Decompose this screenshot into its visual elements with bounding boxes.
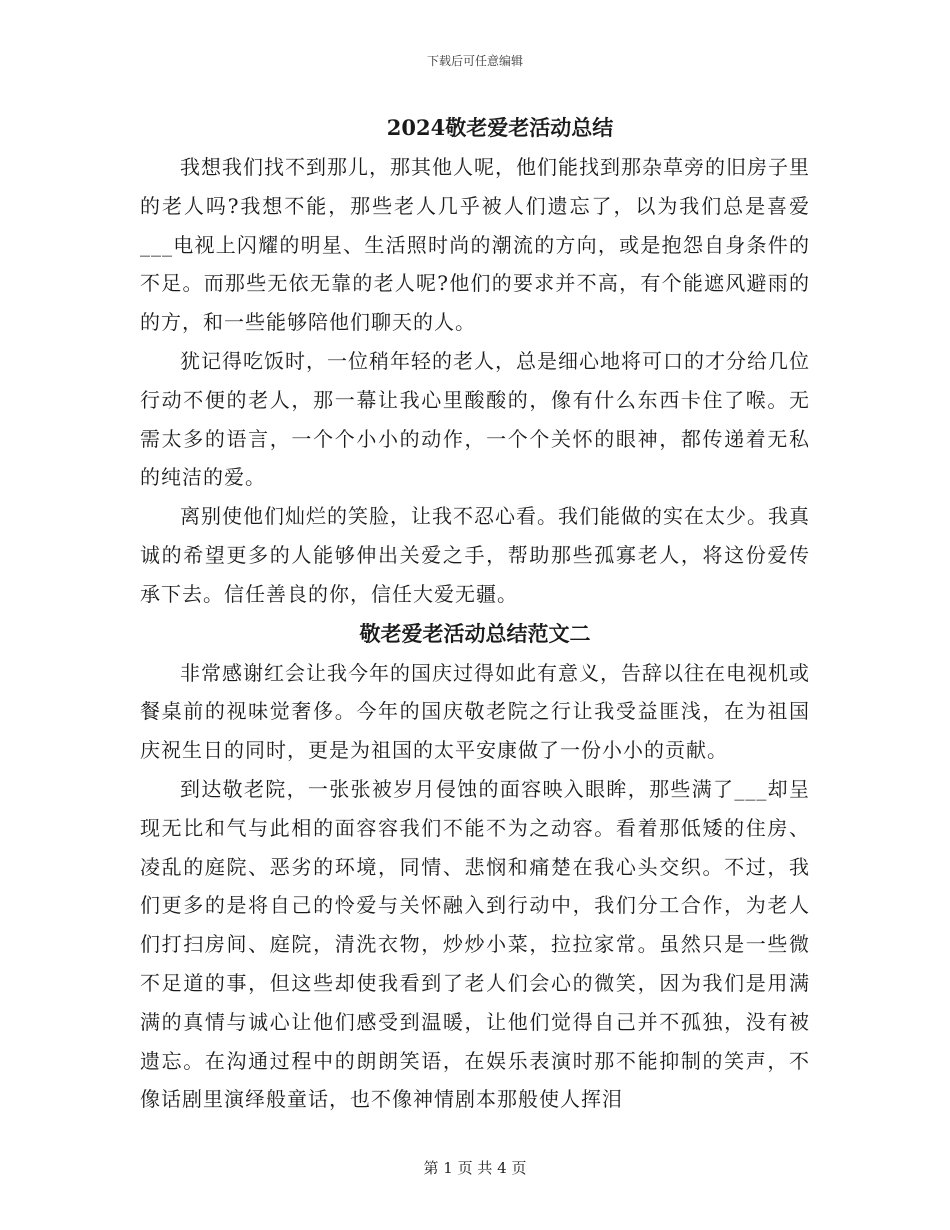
section-title: 敬老爱老活动总结范文二 — [359, 620, 591, 646]
header-note: 下载后可任意编辑 — [426, 54, 523, 68]
paragraph: 犹记得吃饭时，一位稍年轻的老人，总是细心地将可口的才分给几位行动不便的老人，那一幕让我心里酸酸的，像有什么东西卡住了喉。无需太多的语言，一个个小小的动作，一个个关怀的眼神，都传递着无私的纯洁的爱。 — [140, 348, 810, 490]
page-footer: 第 1 页 共 4 页 — [423, 1159, 527, 1177]
paragraph: 到达敬老院，一张张被岁月侵蚀的面容映入眼眸，那些满了___却呈现无比和气与此相的面容容我们不能不为之动容。看着那低矮的住房、凌乱的庭院、恶劣的环境，同情、悲悯和痛楚在我心头交织。不过，我们更多的是将自己的怜爱与关怀融入到行动中，我们分工合作，为老人们打扫房间、庭院，清洗衣物，炒炒小菜，拉拉家常。虽然只是一些微不足道的事，但这些却使我看到了老人们会心的微笑，因为我们是用满满的真情与诚心让他们感受到温暖，让他们觉得自己并不孤独，没有被遗忘。在沟通过程中的朗朗笑语，在娱乐表演时那不能抑制的笑声，不像话剧里演绎般童话，也不像神情剧本那般使人挥泪 — [140, 776, 810, 1112]
document-body — [140, 108, 810, 1119]
paragraph: 非常感谢红会让我今年的国庆过得如此有意义，告辞以往在电视机或餐桌前的视味觉奢侈。今年的国庆敬老院之行让我受益匪浅，在为祖国庆祝生日的同时，更是为祖国的太平安康做了一份小小的贡献。 — [140, 660, 810, 763]
paragraph: 我想我们找不到那儿，那其他人呢，他们能找到那杂草旁的旧房子里的老人吗?我想不能，那些老人几乎被人们遗忘了，以为我们总是喜爱___电视上闪耀的明星、生活照时尚的潮流的方向，或是抱怨自身条件的不足。而那些无依无靠的老人呢?他们的要求并不高，有个能遮风避雨的的方，和一些能够陪他们聊天的人。 — [140, 155, 810, 335]
paragraph: 离别使他们灿烂的笑脸，让我不忍心看。我们能做的实在太少。我真诚的希望更多的人能够伸出关爱之手，帮助那些孤寡老人，将这份爱传承下去。信任善良的你，信任大爱无疆。 — [140, 504, 810, 606]
document-title: 2024敬老爱老活动总结 — [386, 115, 614, 140]
